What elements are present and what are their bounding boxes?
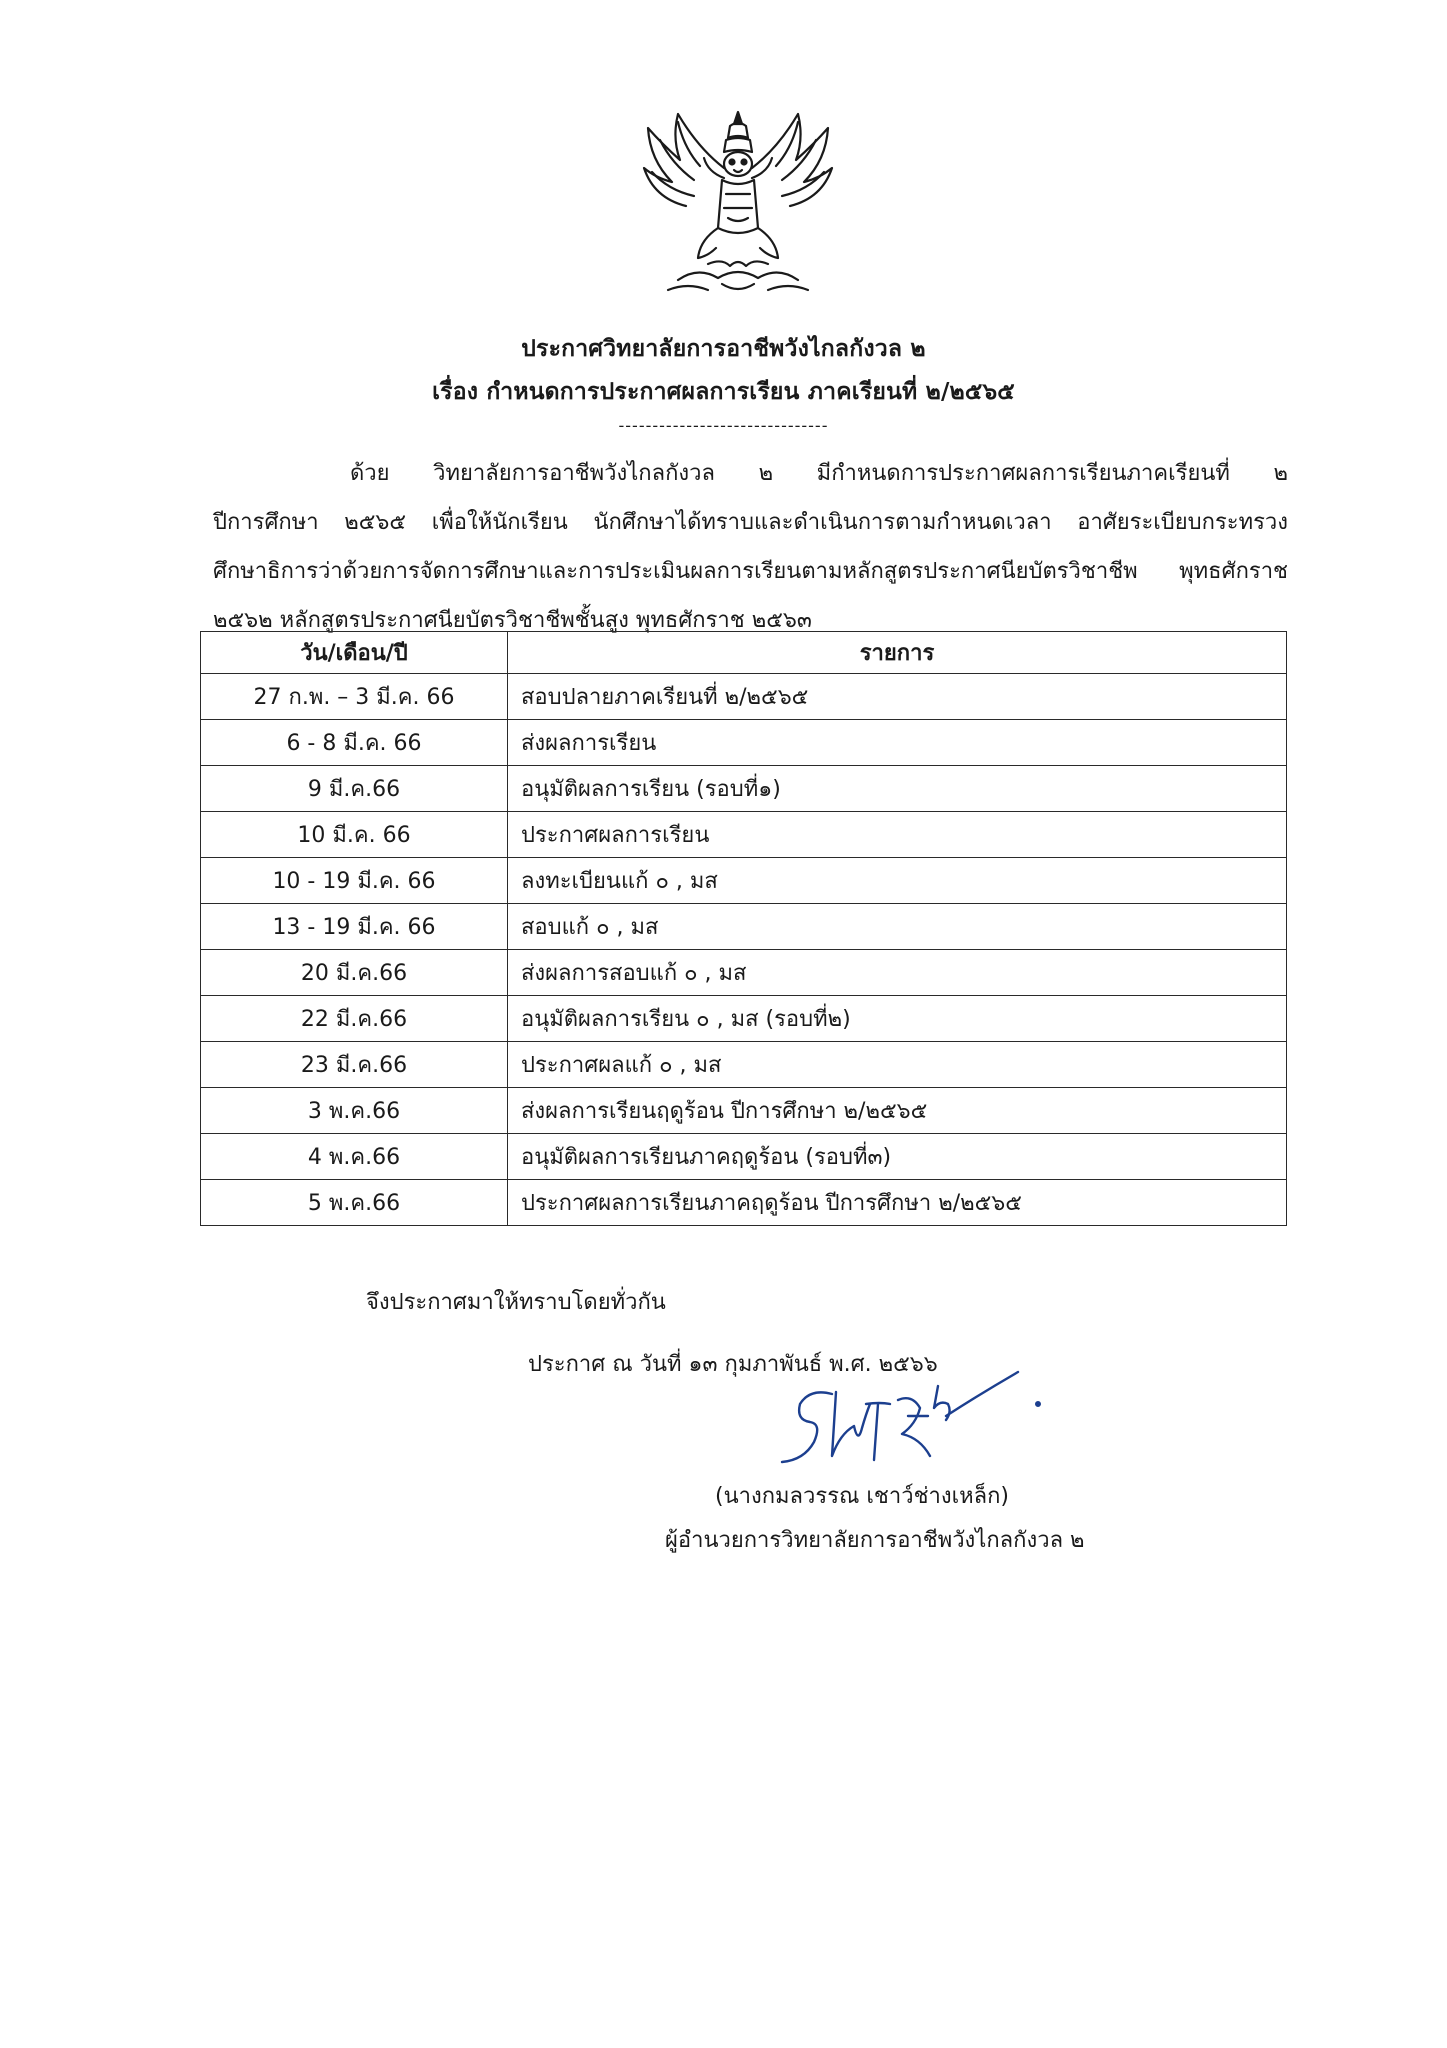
announcement-title: ประกาศวิทยาลัยการอาชีพวังไกลกังวล ๒ <box>521 336 926 362</box>
date-cell: 9 มี.ค.66 <box>201 766 508 812</box>
table-row <box>201 674 1287 720</box>
item-cell: ส่งผลการสอบแก้ ๐ , มส <box>508 950 1287 996</box>
item-cell: อนุมัติผลการเรียน ๐ , มส (รอบที่๒) <box>508 996 1287 1042</box>
intro-line: ๒๕๖๒ หลักสูตรประกาศนียบัตรวิชาชีพชั้นสูง พุทธศักราช ๒๕๖๓ <box>213 608 812 633</box>
date-cell: 10 มี.ค. 66 <box>201 812 508 858</box>
item-cell: สอบแก้ ๐ , มส <box>508 904 1287 950</box>
item-cell: ลงทะเบียนแก้ ๐ , มส <box>508 858 1287 904</box>
intro-line: ศึกษาธิการว่าด้วยการจัดการศึกษาและการประเมินผลการเรียนตามหลักสูตรประกาศนียบัตรวิชาชีพ พุทธศักราช <box>213 559 1288 584</box>
date-cell: 5 พ.ค.66 <box>201 1180 508 1226</box>
date-cell: 6 - 8 มี.ค. 66 <box>201 720 508 766</box>
table-row <box>201 1180 1287 1226</box>
item-cell: ประกาศผลการเรียน <box>508 812 1287 858</box>
item-cell: สอบปลายภาคเรียนที่ ๒/๒๕๖๕ <box>508 674 1287 720</box>
announcement-date: ประกาศ ณ วันที่ ๑๓ กุมภาพันธ์ พ.ศ. ๒๕๖๖ <box>528 1352 938 1377</box>
schedule-table <box>200 631 1287 1226</box>
item-cell: ส่งผลการเรียน <box>508 720 1287 766</box>
table-row <box>201 1134 1287 1180</box>
signer-name: (นางกมลวรรณ เชาว์ช่างเหล็ก) <box>715 1484 1010 1509</box>
item-cell: ส่งผลการเรียนฤดูร้อน ปีการศึกษา ๒/๒๕๖๕ <box>508 1088 1287 1134</box>
date-cell: 23 มี.ค.66 <box>201 1042 508 1088</box>
signer-position: ผู้อำนวยการวิทยาลัยการอาชีพวังไกลกังวล ๒ <box>665 1528 1085 1553</box>
table-row <box>201 720 1287 766</box>
table-header-row <box>201 632 1287 674</box>
table-row <box>201 812 1287 858</box>
date-cell: 20 มี.ค.66 <box>201 950 508 996</box>
garuda-emblem-icon <box>638 108 838 298</box>
date-cell: 4 พ.ค.66 <box>201 1134 508 1180</box>
column-header-item: รายการ <box>508 632 1287 674</box>
item-cell: อนุมัติผลการเรียน (รอบที่๑) <box>508 766 1287 812</box>
table-row <box>201 1088 1287 1134</box>
intro-line: ปีการศึกษา ๒๕๖๕ เพื่อให้นักเรียน นักศึกษาได้ทราบและดำเนินการตามกำหนดเวลา อาศัยระเบียบกระทรวง <box>213 510 1288 535</box>
table-row <box>201 1042 1287 1088</box>
date-cell: 22 มี.ค.66 <box>201 996 508 1042</box>
date-cell: 3 พ.ค.66 <box>201 1088 508 1134</box>
announcement-subject: เรื่อง กำหนดการประกาศผลการเรียน ภาคเรียนที่ ๒/๒๕๖๕ <box>432 379 1015 405</box>
date-cell: 10 - 19 มี.ค. 66 <box>201 858 508 904</box>
column-header-date: วัน/เดือน/ปี <box>201 632 508 674</box>
date-cell: 27 ก.พ. – 3 มี.ค. 66 <box>201 674 508 720</box>
intro-paragraph <box>213 449 1288 645</box>
handwritten-signature-icon <box>770 1364 1080 1474</box>
table-row <box>201 950 1287 996</box>
table-row <box>201 904 1287 950</box>
item-cell: ประกาศผลแก้ ๐ , มส <box>508 1042 1287 1088</box>
title-separator: ------------------------------- <box>618 416 829 435</box>
item-cell: ประกาศผลการเรียนภาคฤดูร้อน ปีการศึกษา ๒/๒๕๖๕ <box>508 1180 1287 1226</box>
table-row <box>201 996 1287 1042</box>
table-row <box>201 858 1287 904</box>
item-cell: อนุมัติผลการเรียนภาคฤดูร้อน (รอบที่๓) <box>508 1134 1287 1180</box>
date-cell: 13 - 19 มี.ค. 66 <box>201 904 508 950</box>
closing-statement: จึงประกาศมาให้ทราบโดยทั่วกัน <box>366 1290 666 1315</box>
intro-line: ด้วย วิทยาลัยการอาชีพวังไกลกังวล ๒ มีกำหนดการประกาศผลการเรียนภาคเรียนที่ ๒ <box>350 461 1288 486</box>
table-row <box>201 766 1287 812</box>
